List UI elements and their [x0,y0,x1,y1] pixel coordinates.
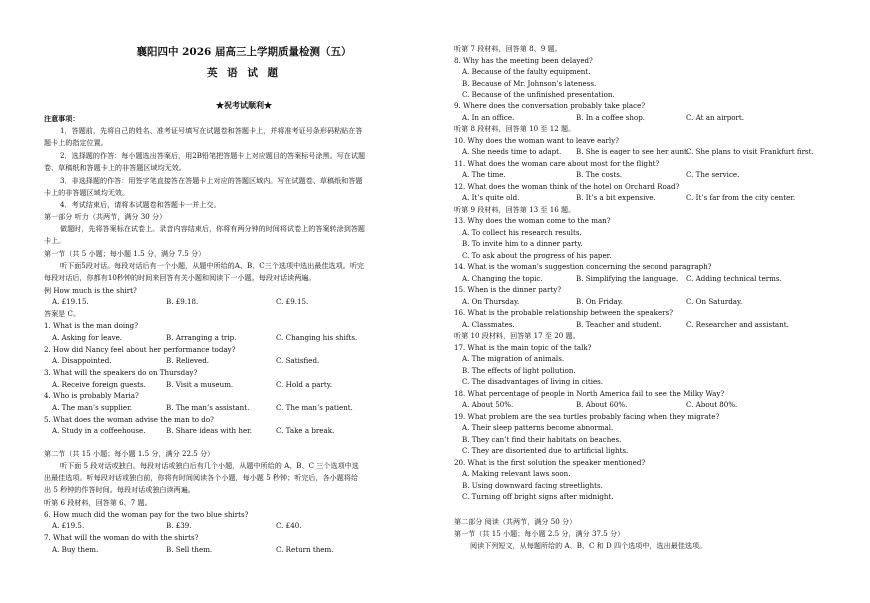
question-11: 11. What does the woman care about most for the flight? [454,159,660,168]
option-a: A. Buy them. [52,545,99,554]
question-17-option-c: C. The disadvantages of living in cities. [462,377,604,386]
question-8: 8. Why has the meeting been delayed? [454,56,593,65]
option-c: C. Changing his shifts. [276,333,358,342]
option-b: B. Relieved. [166,356,209,365]
question-16: 16. What is the probable relationship between the speakers? [454,308,674,317]
note-4: 4．考试结束后，请将本试题卷和答题卡一并上交。 [60,200,221,209]
example-option-a: A. £19.15. [52,297,89,306]
question-19-option-a: A. Their sleep patterns become abnormal. [462,423,614,432]
section1-intro-line-1: 听下面5段对话。每段对话后有一个小题，从题中所给的A、B、C三个选项中选出最佳选项。听完 [60,261,365,270]
option-b: B. About 60%. [576,400,628,409]
option-c: C. The service. [686,170,740,179]
option-a: A. About 50%. [462,400,514,409]
option-b: B. It’s a bit expensive. [576,193,656,202]
question-8-option-a: A. Because of the faulty equipment. [462,67,591,76]
question-6: 6. How much did the woman pay for the two blue shirts? [44,510,249,519]
option-a: A. Receive foreign guests. [52,380,146,389]
option-b: B. Arranging a trip. [166,333,237,342]
note-1-line-2: 题卡上的指定位置。 [44,138,108,147]
option-a: A. On Thursday. [462,297,520,306]
exam-wish: ★祝考试顺利★ [216,100,272,110]
note-3-line-1: 3．非选择题的作答：用签字笔直接答在答题卡上对应的答题区域内。写在试题卷、草稿纸和答题 [60,176,363,185]
part2-intro: 阅读下列短文，从每题所给的 A、B、C 和 D 四个选项中，选出最佳选项。 [470,541,707,550]
question-17-option-a: A. The migration of animals. [462,354,565,363]
option-a: A. The man’s supplier. [52,403,132,412]
question-18: 18. What percentage of people in North America fail to see the Milky Way? [454,389,725,398]
option-a: A. Classmates. [462,320,515,329]
option-b: B. Visit a museum. [166,380,234,389]
question-17-option-b: B. The effects of light pollution. [462,366,576,375]
note-2-line-2: 卷、草稿纸和答题卡上的非答题区域均无效。 [44,163,186,172]
question-10: 10. Why does the woman want to leave early? [454,136,619,145]
option-a: A. In an office. [462,113,515,122]
question-9: 9. Where does the conversation probably take place? [454,101,646,110]
part1-heading: 第一部分 听力（共两节，满分 30 分） [44,212,167,221]
section2-intro-line-3: 出 5 秒钟的作答时间。每段对话或独白读两遍。 [44,485,195,494]
option-a: A. It’s quite old. [462,193,520,202]
question-14-options [454,274,844,283]
option-c: C. The man’s patient. [276,403,353,412]
example-question: 例 How much is the shirt? [44,286,137,295]
option-c: C. Hold a party. [276,380,333,389]
section2-intro-line-2: 出最佳选项。听每段对话或独白前，你将有时间阅读各个小题，每小题 5 秒钟；听完后，各小题将给 [44,473,359,482]
option-c: C. Adding technical terms. [686,274,782,283]
material-7-intro: 听第 7 段材料，回答第 8、9 题。 [454,44,562,53]
option-c: C. Satisfied. [276,356,320,365]
question-20-option-c: C. Turning off bright signs after midnight. [462,492,614,501]
question-7-options [44,545,434,554]
question-14: 14. What is the woman’s suggestion concerning the second paragraph? [454,262,712,271]
material-6-intro: 听第 6 段材料，回答第 6、7 题。 [44,498,152,507]
question-16-options [454,320,844,329]
example-option-c: C. £9.15. [276,297,309,306]
option-b: B. The costs. [576,170,623,179]
option-a: A. Asking for leave. [52,333,123,342]
option-a: A. Disappointed. [52,356,112,365]
example-answer: 答案是 C。 [44,309,81,318]
question-10-options [454,147,844,156]
question-3-options [44,380,434,389]
material-9-intro: 听第 9 段材料，回答第 13 至 16 题。 [454,205,576,214]
option-b: B. £39. [166,521,192,530]
question-1-options [44,333,434,342]
question-11-options [454,170,844,179]
question-19-option-c: C. They are disoriented due to artificial lights. [462,446,629,455]
section2-intro-line-1: 听下面 5 段对话或独白。每段对话或独白后有几个小题，从题中所给的 A、B、C 三个选项中选 [60,461,359,470]
option-a: A. She needs time to adapt. [462,147,562,156]
question-5-options [44,426,434,435]
question-8-option-b: B. Because of Mr. Johnson’s lateness. [462,79,597,88]
option-c: C. Researcher and assistant. [686,320,789,329]
option-c: C. £40. [276,521,302,530]
part1-intro-line-1: 做题时，先将答案标在试卷上。录音内容结束后，你将有两分钟的时间将试卷上的答案转涂到答题 [60,224,366,233]
part2-section1-heading: 第一节（共 15 小题；每小题 2.5 分，满分 37.5 分） [454,529,625,538]
material-10-intro: 听第 10 段材料，回答第 17 至 20 题。 [454,331,580,340]
example-options [44,297,434,306]
option-b: B. She is eager to see her aunt. [576,147,690,156]
option-c: C. At an airport. [686,113,745,122]
question-20-option-a: A. Making relevant laws soon. [462,469,571,478]
note-3-line-2: 卡上的非答题区域均无效。 [44,188,130,197]
exam-subject: 英 语 试 题 [207,67,281,79]
option-c: C. About 80%. [686,400,738,409]
question-15-options [454,297,844,306]
section2-heading: 第二节（共 15 小题；每小题 1.5 分，满分 22.5 分） [44,449,215,458]
question-2-options [44,356,434,365]
question-19: 19. What problem are the sea turtles probably facing when they migrate? [454,412,720,421]
section1-intro-line-2: 每段对话后，你都有10秒钟的时间来回答有关小题和阅读下一小题。每段对话读两遍。 [44,273,316,282]
option-c: C. On Saturday. [686,297,743,306]
question-15: 15. When is the dinner party? [454,285,562,294]
question-8-option-c: C. Because of the unfinished presentation. [462,90,615,99]
question-4: 4. Who is probably Maria? [44,391,139,400]
question-4-options [44,403,434,412]
option-b: B. On Friday. [576,297,624,306]
question-13-option-b: B. To invite him to a dinner party. [462,239,583,248]
question-17: 17. What is the main topic of the talk? [454,343,592,352]
option-a: A. £19.5. [52,521,85,530]
note-1-line-1: 1．答题前，先将自己的姓名、准考证号填写在试题卷和答题卡上，并将准考证号条形码粘贴在答 [60,126,363,135]
question-7: 7. What will the woman do with the shirts? [44,533,199,542]
option-c: C. It’s far from the city center. [686,193,796,202]
question-13: 13. Why does the woman come to the man? [454,216,611,225]
option-a: A. Changing the topic. [462,274,543,283]
question-13-option-c: C. To ask about the progress of his paper. [462,251,612,260]
question-19-option-b: B. They can’t find their habitats on beaches. [462,435,622,444]
option-b: B. Sell them. [166,545,213,554]
option-a: A. Study in a coffeehouse. [52,426,146,435]
question-20: 20. What is the first solution the speaker mentioned? [454,458,646,467]
question-1: 1. What is the man doing? [44,321,139,330]
option-c: C. Take a break. [276,426,335,435]
option-b: B. Share ideas with her. [166,426,253,435]
option-b: B. Simplifying the language. [576,274,679,283]
option-c: C. She plans to visit Frankfurt first. [686,147,814,156]
option-b: B. In a coffee shop. [576,113,646,122]
question-6-options [44,521,434,530]
option-b: B. The man’s assistant. [166,403,250,412]
question-9-options [454,113,844,122]
example-option-b: B. £9.18. [166,297,199,306]
question-12-options [454,193,844,202]
material-8-intro: 听第 8 段材料，回答第 10 至 12 题。 [454,124,576,133]
exam-title: 襄阳四中 2026 届高三上学期质量检测（五） [136,46,352,58]
question-12: 12. What does the woman think of the hotel on Orchard Road? [454,182,680,191]
question-20-option-b: B. Using downward facing streetlights. [462,481,603,490]
option-a: A. The time. [462,170,506,179]
question-2: 2. How did Nancy feel about her performance today? [44,345,236,354]
notes-heading: 注意事项： [44,114,80,123]
question-18-options [454,400,844,409]
question-13-option-a: A. To collect his research results. [462,228,582,237]
part1-intro-line-2: 卡上。 [44,236,66,245]
question-5: 5. What does the woman advise the man to do? [44,415,214,424]
option-b: B. Teacher and student. [576,320,662,329]
part2-heading: 第二部分 阅读（共两节，满分 50 分） [454,517,577,526]
note-2-line-1: 2．选择题的作答：每小题选出答案后，用2B铅笔把答题卡上对应题目的答案标号涂黑。写在试题 [60,151,366,160]
question-3: 3. What will the speakers do on Thursday? [44,368,198,377]
section1-heading: 第一节（共 5 小题；每小题 1.5 分，满分 7.5 分） [44,249,206,258]
option-c: C. Return them. [276,545,334,554]
